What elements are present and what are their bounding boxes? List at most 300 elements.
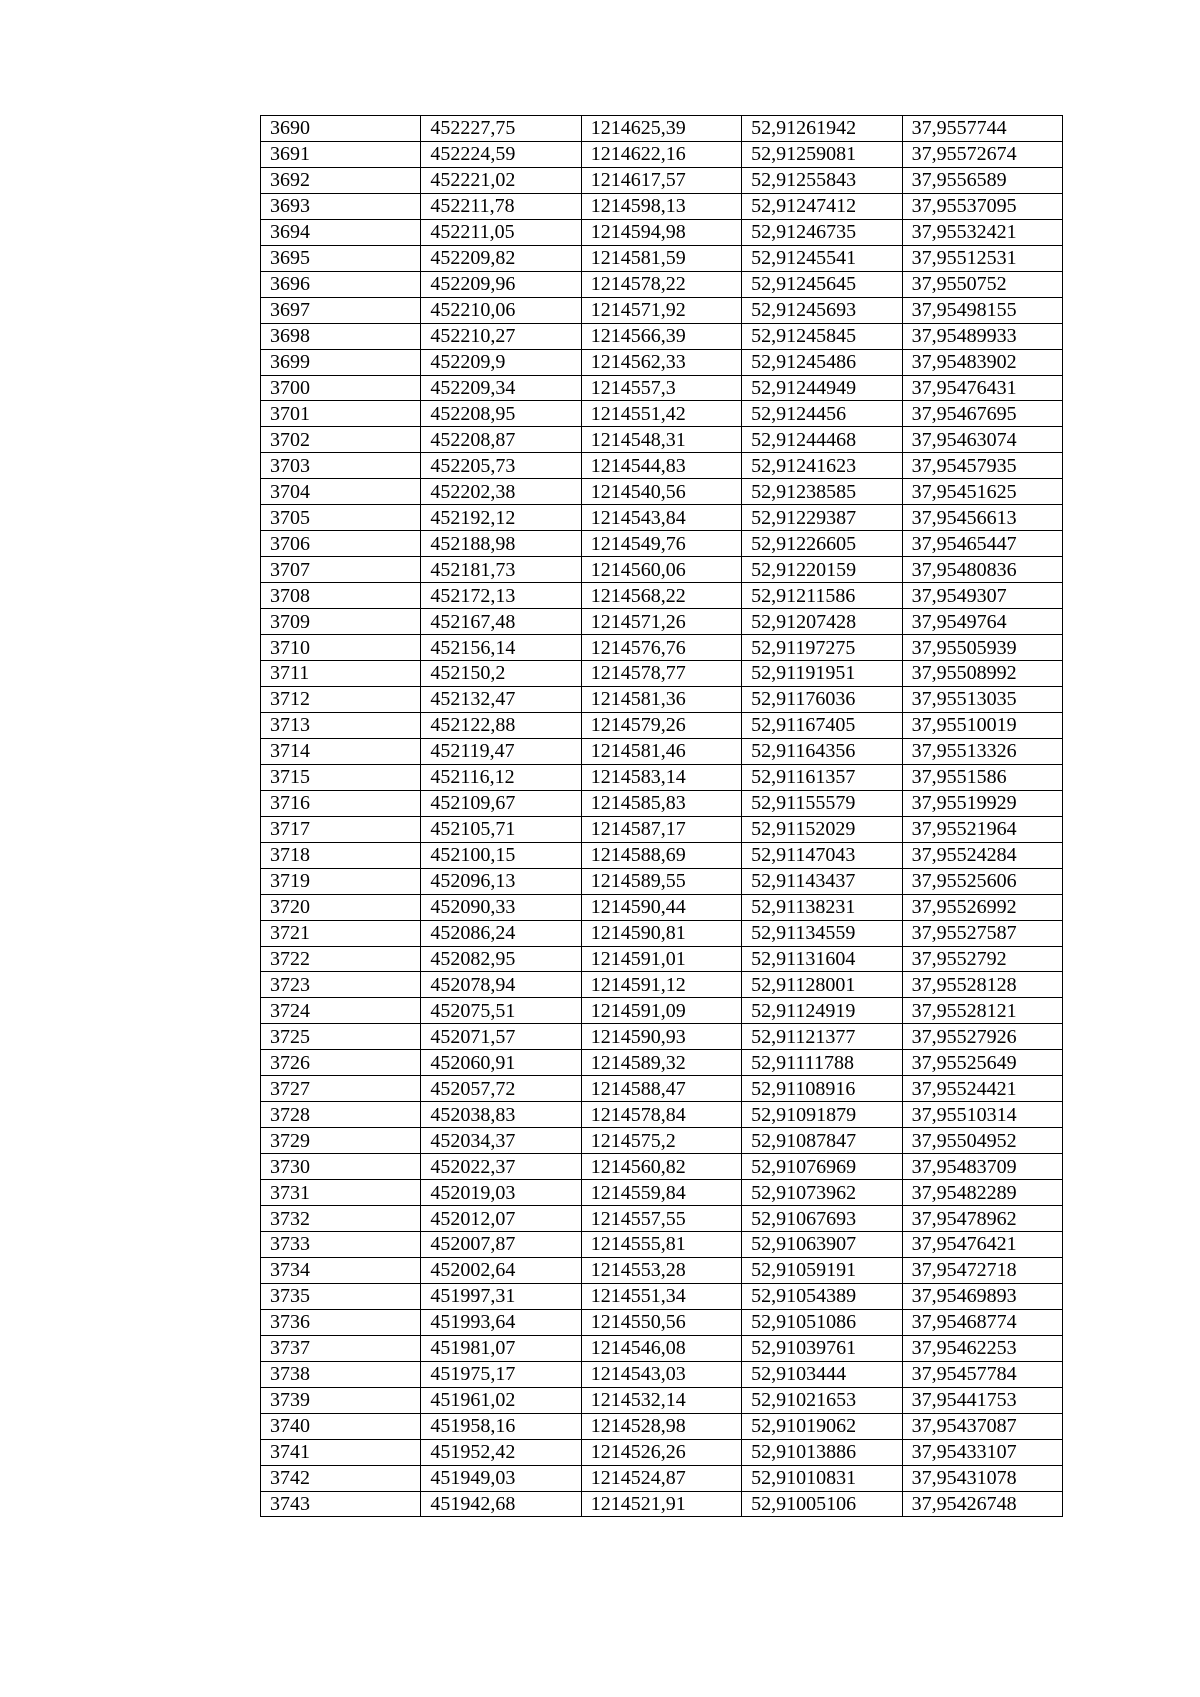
latitude-cell: 52,91128001 [742,972,902,998]
y-coordinate-cell: 1214571,92 [581,297,741,323]
y-coordinate-cell: 1214622,16 [581,141,741,167]
x-coordinate-cell: 452057,72 [421,1076,581,1102]
point-number-cell: 3730 [261,1154,421,1180]
latitude-cell: 52,91207428 [742,609,902,635]
longitude-cell: 37,95476421 [902,1231,1062,1257]
x-coordinate-cell: 451997,31 [421,1283,581,1309]
latitude-cell: 52,91073962 [742,1180,902,1206]
latitude-cell: 52,91220159 [742,557,902,583]
longitude-cell: 37,95527587 [902,920,1062,946]
latitude-cell: 52,91197275 [742,635,902,661]
y-coordinate-cell: 1214560,06 [581,557,741,583]
table-row [261,297,1063,323]
table-row [261,972,1063,998]
longitude-cell: 37,95498155 [902,297,1062,323]
x-coordinate-cell: 452209,9 [421,349,581,375]
point-number-cell: 3716 [261,790,421,816]
x-coordinate-cell: 452172,13 [421,583,581,609]
table-row [261,894,1063,920]
x-coordinate-cell: 452132,47 [421,686,581,712]
y-coordinate-cell: 1214590,93 [581,1024,741,1050]
point-number-cell: 3720 [261,894,421,920]
latitude-cell: 52,91245541 [742,245,902,271]
table-row [261,323,1063,349]
y-coordinate-cell: 1214557,55 [581,1206,741,1232]
point-number-cell: 3731 [261,1180,421,1206]
latitude-cell: 52,91131604 [742,946,902,972]
longitude-cell: 37,95537095 [902,193,1062,219]
longitude-cell: 37,95527926 [902,1024,1062,1050]
point-number-cell: 3707 [261,557,421,583]
point-number-cell: 3721 [261,920,421,946]
x-coordinate-cell: 452105,71 [421,816,581,842]
y-coordinate-cell: 1214579,26 [581,712,741,738]
point-number-cell: 3742 [261,1465,421,1491]
point-number-cell: 3713 [261,712,421,738]
longitude-cell: 37,95525606 [902,868,1062,894]
latitude-cell: 52,91143437 [742,868,902,894]
latitude-cell: 52,91134559 [742,920,902,946]
point-number-cell: 3704 [261,479,421,505]
longitude-cell: 37,9556589 [902,167,1062,193]
latitude-cell: 52,91063907 [742,1231,902,1257]
table-row [261,1439,1063,1465]
longitude-cell: 37,9549307 [902,583,1062,609]
point-number-cell: 3711 [261,661,421,687]
table-row [261,661,1063,687]
x-coordinate-cell: 451981,07 [421,1335,581,1361]
x-coordinate-cell: 451942,68 [421,1491,581,1517]
point-number-cell: 3697 [261,297,421,323]
y-coordinate-cell: 1214591,09 [581,998,741,1024]
x-coordinate-cell: 452209,34 [421,375,581,401]
table-row [261,1335,1063,1361]
table-row [261,1309,1063,1335]
point-number-cell: 3705 [261,505,421,531]
longitude-cell: 37,95513326 [902,738,1062,764]
longitude-cell: 37,95462253 [902,1335,1062,1361]
latitude-cell: 52,91167405 [742,712,902,738]
y-coordinate-cell: 1214521,91 [581,1491,741,1517]
x-coordinate-cell: 452071,57 [421,1024,581,1050]
latitude-cell: 52,91155579 [742,790,902,816]
x-coordinate-cell: 452210,27 [421,323,581,349]
latitude-cell: 52,91259081 [742,141,902,167]
point-number-cell: 3734 [261,1257,421,1283]
longitude-cell: 37,95482289 [902,1180,1062,1206]
table-row [261,842,1063,868]
latitude-cell: 52,91067693 [742,1206,902,1232]
table-row [261,583,1063,609]
longitude-cell: 37,95512531 [902,245,1062,271]
x-coordinate-cell: 452181,73 [421,557,581,583]
table-row [261,998,1063,1024]
longitude-cell: 37,95457935 [902,453,1062,479]
y-coordinate-cell: 1214566,39 [581,323,741,349]
y-coordinate-cell: 1214528,98 [581,1413,741,1439]
x-coordinate-cell: 452096,13 [421,868,581,894]
point-number-cell: 3719 [261,868,421,894]
y-coordinate-cell: 1214581,46 [581,738,741,764]
latitude-cell: 52,91121377 [742,1024,902,1050]
table-row [261,505,1063,531]
latitude-cell: 52,91229387 [742,505,902,531]
y-coordinate-cell: 1214625,39 [581,116,741,142]
longitude-cell: 37,95441753 [902,1387,1062,1413]
x-coordinate-cell: 452122,88 [421,712,581,738]
table-row [261,453,1063,479]
x-coordinate-cell: 452188,98 [421,531,581,557]
coordinates-table [260,115,1063,1517]
x-coordinate-cell: 452012,07 [421,1206,581,1232]
latitude-cell: 52,91039761 [742,1335,902,1361]
y-coordinate-cell: 1214578,22 [581,271,741,297]
x-coordinate-cell: 452007,87 [421,1231,581,1257]
table-row [261,764,1063,790]
point-number-cell: 3715 [261,764,421,790]
x-coordinate-cell: 452210,06 [421,297,581,323]
table-row [261,557,1063,583]
point-number-cell: 3743 [261,1491,421,1517]
x-coordinate-cell: 452167,48 [421,609,581,635]
latitude-cell: 52,91005106 [742,1491,902,1517]
point-number-cell: 3726 [261,1050,421,1076]
y-coordinate-cell: 1214594,98 [581,219,741,245]
point-number-cell: 3722 [261,946,421,972]
longitude-cell: 37,95532421 [902,219,1062,245]
y-coordinate-cell: 1214540,56 [581,479,741,505]
table-row [261,193,1063,219]
latitude-cell: 52,91021653 [742,1387,902,1413]
longitude-cell: 37,95476431 [902,375,1062,401]
y-coordinate-cell: 1214551,42 [581,401,741,427]
x-coordinate-cell: 452205,73 [421,453,581,479]
table-row [261,1361,1063,1387]
longitude-cell: 37,9550752 [902,271,1062,297]
table-row [261,712,1063,738]
longitude-cell: 37,95467695 [902,401,1062,427]
x-coordinate-cell: 452019,03 [421,1180,581,1206]
y-coordinate-cell: 1214553,28 [581,1257,741,1283]
x-coordinate-cell: 452034,37 [421,1128,581,1154]
table-row [261,1231,1063,1257]
x-coordinate-cell: 452202,38 [421,479,581,505]
x-coordinate-cell: 452116,12 [421,764,581,790]
longitude-cell: 37,95510019 [902,712,1062,738]
point-number-cell: 3727 [261,1076,421,1102]
table-row [261,1206,1063,1232]
y-coordinate-cell: 1214543,84 [581,505,741,531]
table-row [261,816,1063,842]
point-number-cell: 3739 [261,1387,421,1413]
point-number-cell: 3733 [261,1231,421,1257]
table-row [261,219,1063,245]
longitude-cell: 37,95483902 [902,349,1062,375]
latitude-cell: 52,91108916 [742,1076,902,1102]
x-coordinate-cell: 452075,51 [421,998,581,1024]
y-coordinate-cell: 1214543,03 [581,1361,741,1387]
point-number-cell: 3691 [261,141,421,167]
longitude-cell: 37,9552792 [902,946,1062,972]
longitude-cell: 37,95468774 [902,1309,1062,1335]
point-number-cell: 3740 [261,1413,421,1439]
y-coordinate-cell: 1214549,76 [581,531,741,557]
longitude-cell: 37,95524421 [902,1076,1062,1102]
latitude-cell: 52,91238585 [742,479,902,505]
longitude-cell: 37,95437087 [902,1413,1062,1439]
y-coordinate-cell: 1214568,22 [581,583,741,609]
table-row [261,531,1063,557]
point-number-cell: 3712 [261,686,421,712]
table-row [261,1491,1063,1517]
latitude-cell: 52,91244949 [742,375,902,401]
table-row [261,349,1063,375]
latitude-cell: 52,91245693 [742,297,902,323]
point-number-cell: 3701 [261,401,421,427]
y-coordinate-cell: 1214524,87 [581,1465,741,1491]
latitude-cell: 52,91211586 [742,583,902,609]
y-coordinate-cell: 1214576,76 [581,635,741,661]
y-coordinate-cell: 1214590,44 [581,894,741,920]
table-row [261,635,1063,661]
y-coordinate-cell: 1214589,55 [581,868,741,894]
latitude-cell: 52,91010831 [742,1465,902,1491]
longitude-cell: 37,95480836 [902,557,1062,583]
longitude-cell: 37,95528128 [902,972,1062,998]
x-coordinate-cell: 451958,16 [421,1413,581,1439]
point-number-cell: 3708 [261,583,421,609]
latitude-cell: 52,91124919 [742,998,902,1024]
point-number-cell: 3714 [261,738,421,764]
y-coordinate-cell: 1214589,32 [581,1050,741,1076]
point-number-cell: 3724 [261,998,421,1024]
table-row [261,1102,1063,1128]
y-coordinate-cell: 1214550,56 [581,1309,741,1335]
x-coordinate-cell: 452082,95 [421,946,581,972]
latitude-cell: 52,91255843 [742,167,902,193]
y-coordinate-cell: 1214532,14 [581,1387,741,1413]
longitude-cell: 37,95456613 [902,505,1062,531]
latitude-cell: 52,91091879 [742,1102,902,1128]
latitude-cell: 52,91226605 [742,531,902,557]
latitude-cell: 52,91161357 [742,764,902,790]
table-row [261,1413,1063,1439]
longitude-cell: 37,95457784 [902,1361,1062,1387]
y-coordinate-cell: 1214526,26 [581,1439,741,1465]
longitude-cell: 37,95504952 [902,1128,1062,1154]
longitude-cell: 37,95465447 [902,531,1062,557]
y-coordinate-cell: 1214588,47 [581,1076,741,1102]
point-number-cell: 3728 [261,1102,421,1128]
latitude-cell: 52,91013886 [742,1439,902,1465]
longitude-cell: 37,9557744 [902,116,1062,142]
x-coordinate-cell: 451993,64 [421,1309,581,1335]
x-coordinate-cell: 452038,83 [421,1102,581,1128]
table-row [261,1465,1063,1491]
point-number-cell: 3725 [261,1024,421,1050]
y-coordinate-cell: 1214587,17 [581,816,741,842]
x-coordinate-cell: 452022,37 [421,1154,581,1180]
table-row [261,167,1063,193]
y-coordinate-cell: 1214571,26 [581,609,741,635]
table-row [261,1128,1063,1154]
table-row [261,1050,1063,1076]
table-row [261,868,1063,894]
x-coordinate-cell: 452150,2 [421,661,581,687]
latitude-cell: 52,91245645 [742,271,902,297]
table-row [261,116,1063,142]
table-row [261,920,1063,946]
y-coordinate-cell: 1214560,82 [581,1154,741,1180]
x-coordinate-cell: 452078,94 [421,972,581,998]
point-number-cell: 3706 [261,531,421,557]
x-coordinate-cell: 452211,78 [421,193,581,219]
y-coordinate-cell: 1214591,01 [581,946,741,972]
x-coordinate-cell: 452002,64 [421,1257,581,1283]
y-coordinate-cell: 1214562,33 [581,349,741,375]
table-row [261,427,1063,453]
table-row [261,271,1063,297]
y-coordinate-cell: 1214598,13 [581,193,741,219]
longitude-cell: 37,95469893 [902,1283,1062,1309]
y-coordinate-cell: 1214590,81 [581,920,741,946]
table-row [261,609,1063,635]
point-number-cell: 3735 [261,1283,421,1309]
y-coordinate-cell: 1214578,77 [581,661,741,687]
x-coordinate-cell: 452090,33 [421,894,581,920]
latitude-cell: 52,91261942 [742,116,902,142]
point-number-cell: 3702 [261,427,421,453]
latitude-cell: 52,91019062 [742,1413,902,1439]
x-coordinate-cell: 452211,05 [421,219,581,245]
longitude-cell: 37,95433107 [902,1439,1062,1465]
latitude-cell: 52,91111788 [742,1050,902,1076]
point-number-cell: 3690 [261,116,421,142]
longitude-cell: 37,95451625 [902,479,1062,505]
y-coordinate-cell: 1214588,69 [581,842,741,868]
latitude-cell: 52,91059191 [742,1257,902,1283]
latitude-cell: 52,91241623 [742,453,902,479]
table-row [261,245,1063,271]
x-coordinate-cell: 452119,47 [421,738,581,764]
longitude-cell: 37,9551586 [902,764,1062,790]
latitude-cell: 52,91138231 [742,894,902,920]
longitude-cell: 37,95510314 [902,1102,1062,1128]
latitude-cell: 52,91191951 [742,661,902,687]
latitude-cell: 52,91245486 [742,349,902,375]
point-number-cell: 3700 [261,375,421,401]
y-coordinate-cell: 1214559,84 [581,1180,741,1206]
point-number-cell: 3695 [261,245,421,271]
longitude-cell: 37,95528121 [902,998,1062,1024]
point-number-cell: 3723 [261,972,421,998]
table-row [261,790,1063,816]
table-row [261,1387,1063,1413]
point-number-cell: 3737 [261,1335,421,1361]
x-coordinate-cell: 452060,91 [421,1050,581,1076]
latitude-cell: 52,91147043 [742,842,902,868]
x-coordinate-cell: 452221,02 [421,167,581,193]
x-coordinate-cell: 452086,24 [421,920,581,946]
latitude-cell: 52,91176036 [742,686,902,712]
coordinates-table-body [261,116,1063,1517]
latitude-cell: 52,91247412 [742,193,902,219]
point-number-cell: 3732 [261,1206,421,1232]
latitude-cell: 52,91164356 [742,738,902,764]
point-number-cell: 3710 [261,635,421,661]
x-coordinate-cell: 451952,42 [421,1439,581,1465]
latitude-cell: 52,91246735 [742,219,902,245]
latitude-cell: 52,9103444 [742,1361,902,1387]
x-coordinate-cell: 452208,87 [421,427,581,453]
point-number-cell: 3736 [261,1309,421,1335]
point-number-cell: 3709 [261,609,421,635]
table-row [261,946,1063,972]
longitude-cell: 37,95521964 [902,816,1062,842]
point-number-cell: 3729 [261,1128,421,1154]
longitude-cell: 37,95426748 [902,1491,1062,1517]
table-row [261,1283,1063,1309]
latitude-cell: 52,91076969 [742,1154,902,1180]
x-coordinate-cell: 452209,96 [421,271,581,297]
table-row [261,1154,1063,1180]
longitude-cell: 37,95524284 [902,842,1062,868]
x-coordinate-cell: 452227,75 [421,116,581,142]
table-row [261,738,1063,764]
longitude-cell: 37,95526992 [902,894,1062,920]
longitude-cell: 37,95489933 [902,323,1062,349]
y-coordinate-cell: 1214548,31 [581,427,741,453]
latitude-cell: 52,9124456 [742,401,902,427]
y-coordinate-cell: 1214578,84 [581,1102,741,1128]
x-coordinate-cell: 452156,14 [421,635,581,661]
y-coordinate-cell: 1214557,3 [581,375,741,401]
longitude-cell: 37,95483709 [902,1154,1062,1180]
table-row [261,401,1063,427]
table-row [261,141,1063,167]
longitude-cell: 37,9549764 [902,609,1062,635]
longitude-cell: 37,95505939 [902,635,1062,661]
longitude-cell: 37,95519929 [902,790,1062,816]
table-row [261,1024,1063,1050]
point-number-cell: 3698 [261,323,421,349]
longitude-cell: 37,95513035 [902,686,1062,712]
table-row [261,1257,1063,1283]
y-coordinate-cell: 1214546,08 [581,1335,741,1361]
x-coordinate-cell: 452192,12 [421,505,581,531]
y-coordinate-cell: 1214617,57 [581,167,741,193]
table-row [261,479,1063,505]
longitude-cell: 37,95572674 [902,141,1062,167]
latitude-cell: 52,91051086 [742,1309,902,1335]
table-row [261,1180,1063,1206]
point-number-cell: 3741 [261,1439,421,1465]
table-row [261,375,1063,401]
x-coordinate-cell: 451975,17 [421,1361,581,1387]
latitude-cell: 52,91054389 [742,1283,902,1309]
latitude-cell: 52,91245845 [742,323,902,349]
longitude-cell: 37,95472718 [902,1257,1062,1283]
point-number-cell: 3717 [261,816,421,842]
longitude-cell: 37,95525649 [902,1050,1062,1076]
point-number-cell: 3694 [261,219,421,245]
table-row [261,686,1063,712]
longitude-cell: 37,95463074 [902,427,1062,453]
y-coordinate-cell: 1214585,83 [581,790,741,816]
y-coordinate-cell: 1214551,34 [581,1283,741,1309]
x-coordinate-cell: 452208,95 [421,401,581,427]
x-coordinate-cell: 452224,59 [421,141,581,167]
